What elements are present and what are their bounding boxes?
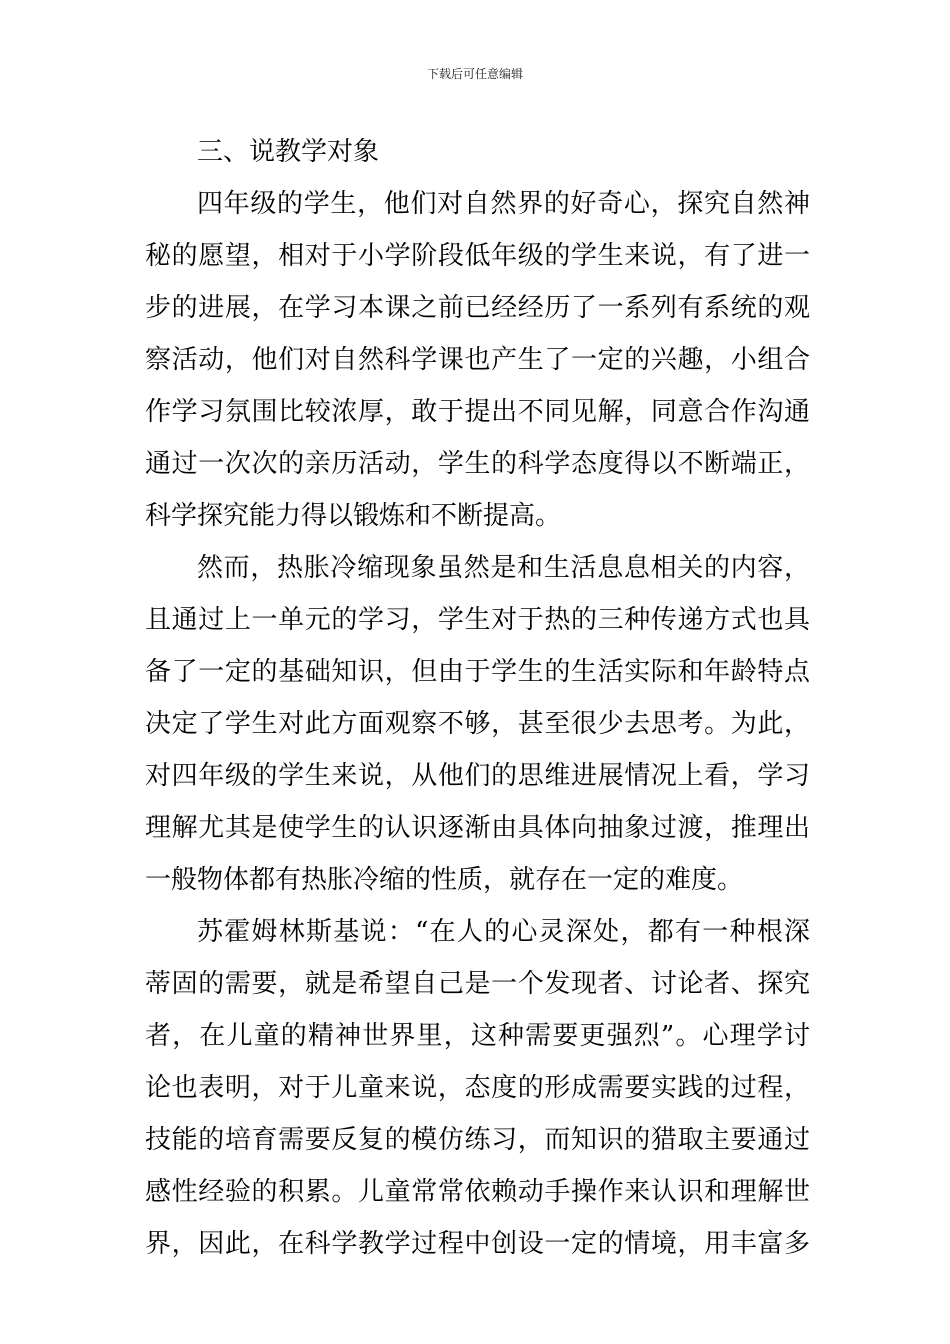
text-line: 苏霍姆林斯基说：“在人的心灵深处，都有一种根深 xyxy=(197,917,810,947)
section-heading: 三、说教学对象 xyxy=(197,137,380,167)
text-line: 感性经验的积累。儿童常常依赖动手操作来认识和理解世 xyxy=(145,1177,810,1207)
header-note: 下载后可任意编辑 xyxy=(426,67,523,81)
text-line: 论也表明，对于儿童来说，态度的形成需要实践的过程， xyxy=(145,1073,810,1103)
paragraph xyxy=(145,906,810,1270)
text-line: 一般物体都有热胀冷缩的性质，就存在一定的难度。 xyxy=(145,865,744,895)
text-line: 界，因此，在科学教学过程中创设一定的情境，用丰富多 xyxy=(145,1229,810,1259)
paragraph xyxy=(145,178,810,542)
text-line: 备了一定的基础知识，但由于学生的生活实际和年龄特点 xyxy=(145,657,810,687)
text-line: 理解尤其是使学生的认识逐渐由具体向抽象过渡，推理出 xyxy=(145,813,810,843)
text-line: 技能的培育需要反复的模仿练习，而知识的猎取主要通过 xyxy=(145,1125,810,1155)
text-line: 作学习氛围比较浓厚，敢于提出不同见解，同意合作沟通 xyxy=(145,397,810,427)
text-line: 察活动，他们对自然科学课也产生了一定的兴趣，小组合 xyxy=(145,345,810,375)
text-line: 蒂固的需要，就是希望自己是一个发现者、讨论者、探究 xyxy=(145,969,810,999)
text-line: 步的进展，在学习本课之前已经经历了一系列有系统的观 xyxy=(145,293,810,323)
text-line: 通过一次次的亲历活动，学生的科学态度得以不断端正， xyxy=(145,449,810,479)
paragraph xyxy=(145,542,810,906)
text-line: 者，在儿童的精神世界里，这种需要更强烈”。心理学讨 xyxy=(145,1021,810,1051)
text-line: 对四年级的学生来说，从他们的思维进展情况上看，学习 xyxy=(145,761,810,791)
text-line: 科学探究能力得以锻炼和不断提高。 xyxy=(145,501,562,531)
text-line: 秘的愿望，相对于小学阶段低年级的学生来说，有了进一 xyxy=(145,241,810,271)
document-body xyxy=(145,126,810,1270)
text-line: 四年级的学生，他们对自然界的好奇心，探究自然神 xyxy=(197,189,810,219)
text-line: 然而，热胀冷缩现象虽然是和生活息息相关的内容， xyxy=(197,553,810,583)
text-line: 决定了学生对此方面观察不够，甚至很少去思考。为此， xyxy=(145,709,810,739)
text-line: 且通过上一单元的学习，学生对于热的三种传递方式也具 xyxy=(145,605,810,635)
